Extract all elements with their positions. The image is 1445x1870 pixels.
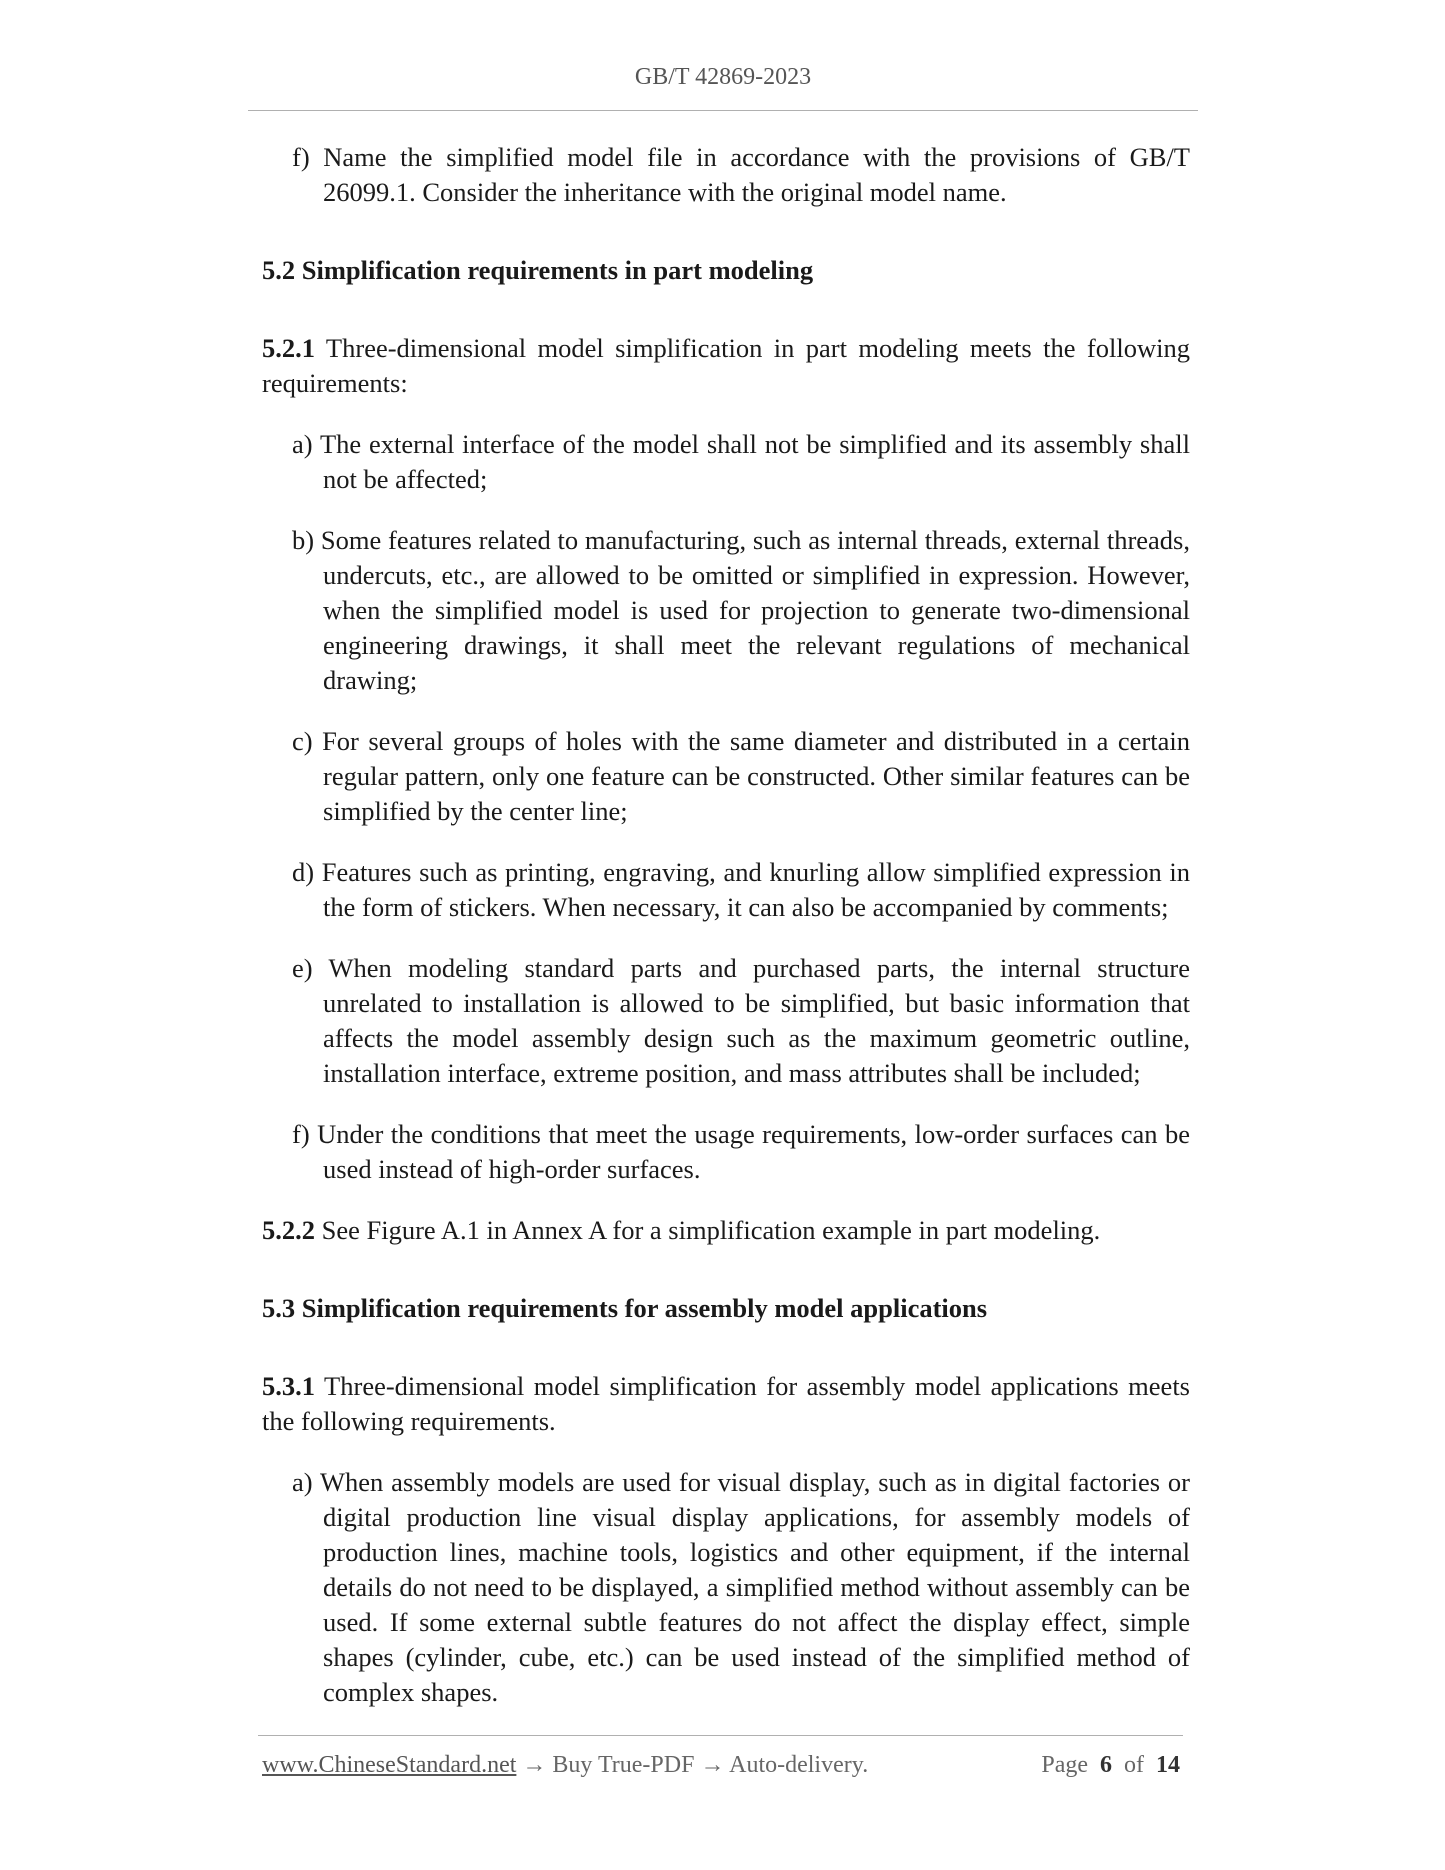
website-link[interactable]: www.ChineseStandard.net — [262, 1752, 517, 1778]
page-number — [1041, 1752, 1180, 1779]
footer-promo — [262, 1752, 868, 1779]
list-item: a) The external interface of the model shall not be simplified and its assembly shall not be affected; — [292, 429, 1190, 494]
list-item: a) When assembly models are used for visual display, such as in digital factories or digital production line visual display applications, for assembly models of production lines, machine tools, logistics and other equipment, if the internal details do not need to be displayed, a simplified method without assembly can be used. If some external subtle features do not affect the display effect, simple shapes (cylinder, cube, etc.) can be used instead of the simplified method of complex shapes. — [292, 1467, 1190, 1707]
clause-text: See Figure A.1 in Annex A for a simplification example in part modeling. — [315, 1215, 1101, 1245]
page-body — [262, 140, 1190, 1736]
header-divider — [248, 110, 1198, 111]
page-current: 6 — [1100, 1752, 1112, 1778]
clause-text: Three-dimensional model simplification in part modeling meets the following requirements: — [262, 333, 1190, 398]
list-item: f) Name the simplified model file in accordance with the provisions of GB/T 26099.1. Consider the inheritance with the original model name. — [292, 142, 1190, 207]
clause-5-2-1 — [262, 331, 1190, 401]
section-heading-5-2: 5.2 Simplification requirements in part modeling — [262, 255, 814, 285]
list-item: f) Under the conditions that meet the usage requirements, low-order surfaces can be used instead of high-order surfaces. — [292, 1119, 1190, 1184]
document-header-code: GB/T 42869-2023 — [634, 64, 812, 90]
list-item: e) When modeling standard parts and purchased parts, the internal structure unrelated to installation is allowed to be simplified, but basic information that affects the model assembly design such as the maximum geometric outline, installation interface, extreme position, and mass attributes shall be included; — [292, 953, 1190, 1088]
footer-divider — [258, 1735, 1183, 1736]
list-item: b) Some features related to manufacturing, such as internal threads, external threads, undercuts, etc., are allowed to be omitted or simplified in expression. However, when the simplified model is used for projection to generate two-dimensional engineering drawings, it shall meet the relevant regulations of mechanical drawing; — [292, 525, 1190, 695]
clause-number: 5.2.1 — [262, 333, 315, 363]
clause-5-2-2 — [262, 1213, 1190, 1248]
section-heading-5-3: 5.3 Simplification requirements for assembly model applications — [262, 1293, 988, 1323]
clause-5-3-1 — [262, 1369, 1190, 1439]
footer-promo-text: → Buy True-PDF → Auto-delivery. — [516, 1752, 869, 1778]
clause-number: 5.2.2 — [262, 1215, 315, 1245]
page-total: 14 — [1156, 1752, 1180, 1778]
clause-number: 5.3.1 — [262, 1371, 315, 1401]
list-item: d) Features such as printing, engraving, and knurling allow simplified expression in the form of stickers. When necessary, it can also be accompanied by comments; — [292, 857, 1190, 922]
list-item: c) For several groups of holes with the same diameter and distributed in a certain regular pattern, only one feature can be constructed. Other similar features can be simplified by the center line; — [292, 726, 1190, 826]
page-of-label: of — [1124, 1752, 1144, 1778]
page-label: Page — [1041, 1752, 1088, 1778]
clause-text: Three-dimensional model simplification for assembly model applications meets the following requirements. — [262, 1371, 1190, 1436]
